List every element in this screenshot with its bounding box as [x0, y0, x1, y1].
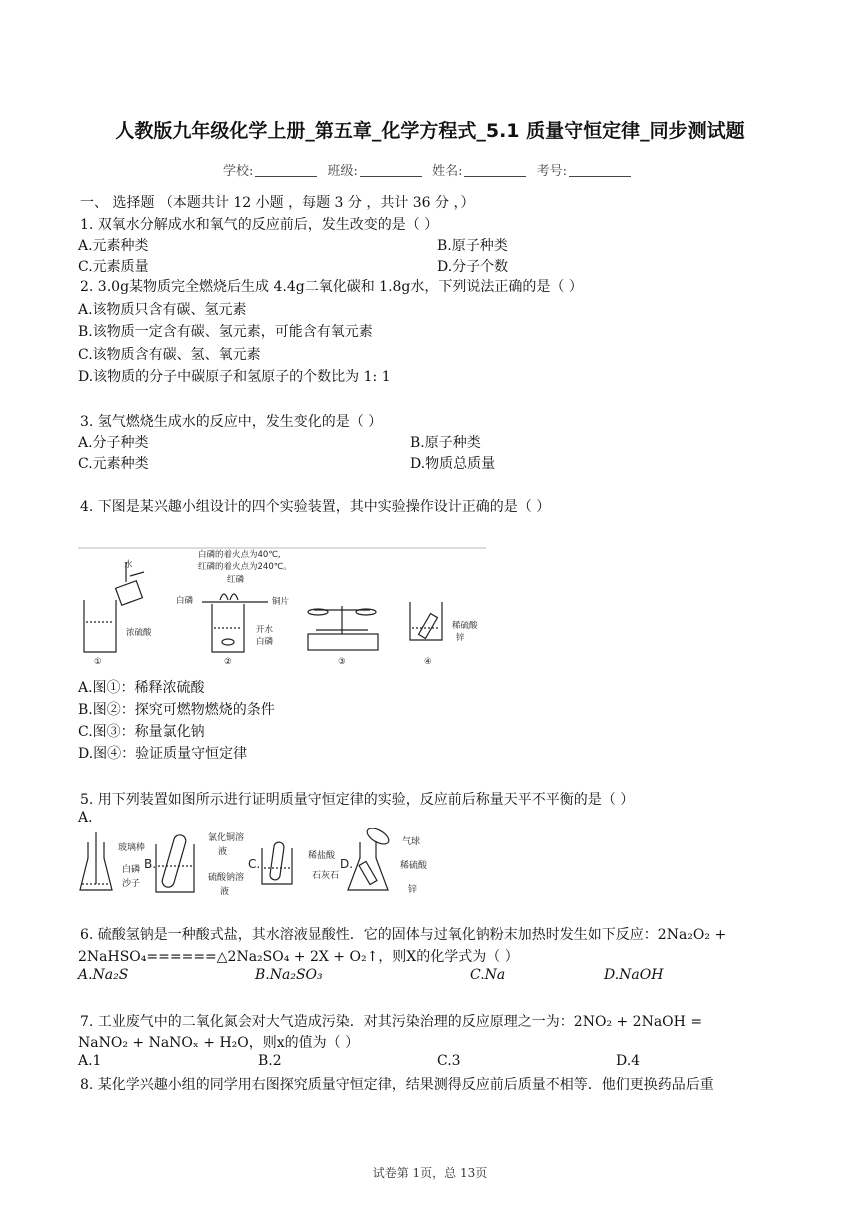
q3-option-b: B.原子种类 — [410, 435, 481, 451]
label-note1: 白磷的着火点为40℃, — [198, 550, 281, 560]
q1-option-a: A.元素种类 — [78, 238, 149, 254]
q4-option-d: D.图④：验证质量守恒定律 — [78, 746, 248, 762]
section-heading: 一、 选择题 （本题共计 12 小题 ，每题 3 分 ，共计 36 分 ，） — [80, 195, 475, 211]
label-limestone: 石灰石 — [312, 871, 340, 881]
q5-stem: 5. 用下列装置如图所示进行证明质量守恒定律的实验，反应前后称量天平不平衡的是（ ） — [80, 792, 635, 808]
apparatus-4 — [410, 602, 442, 640]
label-hot-water: 开水 — [256, 625, 274, 635]
label-conc-acid: 浓硫酸 — [126, 628, 152, 638]
q2-option-d: D.该物质的分子中碳原子和氢原子的个数比为 1: 1 — [78, 369, 391, 385]
label-n4: ④ — [424, 657, 432, 667]
label-dil-acid: 稀硫酸 — [452, 621, 478, 631]
label-d: D. — [340, 857, 354, 871]
q8-stem: 8. 某化学兴趣小组的同学用右图探究质量守恒定律，结果测得反应前后质量不相等．他们更换药品后重 — [80, 1077, 714, 1093]
page-title: 人教版九年级化学上册_第五章_化学方程式_5.1 质量守恒定律_同步测试题 — [115, 120, 745, 142]
q7-stem-line1: 7. 工业废气中的二氧化氮会对大气造成污染．对其污染治理的反应原理之一为：2NO₂ + 2NaOH = — [80, 1014, 703, 1030]
apparatus-3 — [308, 606, 378, 650]
q7-stem-line2: NaNO₂ + NaNOₓ + H₂O，则x的值为（ ） — [78, 1035, 360, 1051]
label-glass-rod: 玻璃棒 — [118, 843, 146, 853]
class-blank — [360, 164, 422, 177]
label-cucl-1: 氯化铜溶 — [208, 833, 245, 843]
q5-option-a-label: A. — [78, 810, 93, 826]
label-na-1: 硫酸钠溶 — [208, 873, 245, 883]
q6-stem-line1: 6. 硫酸氢钠是一种酸式盐，其水溶液显酸性．它的固体与过氧化钠粉末加热时发生如下反应：2Na₂O₂ + — [80, 927, 727, 943]
q5-apparatus-figure — [78, 828, 448, 900]
page-footer: 试卷第 1页，总 13页 — [372, 1166, 488, 1180]
q6-option-b: B.Na₂SO₃ — [255, 967, 323, 983]
label-water: 水 — [124, 560, 133, 570]
label-note2: 红磷的着火点为240℃。 — [198, 562, 292, 572]
q2-option-a: A.该物质只含有碳、氢元素 — [78, 302, 247, 318]
label-b: B. — [144, 857, 157, 871]
class-label: 班级: — [327, 164, 358, 179]
student-info-line — [0, 160, 860, 179]
school-blank — [255, 164, 317, 177]
q1-stem: 1. 双氧水分解成水和氧气的反应前后，发生改变的是（ ） — [80, 217, 439, 233]
q4-apparatus-figure — [78, 540, 490, 670]
label-na-2: 液 — [220, 887, 230, 897]
q3-option-c: C.元素种类 — [78, 456, 149, 472]
label-n3: ③ — [338, 657, 346, 667]
label-c: C. — [248, 857, 261, 871]
q6-stem-line2: 2NaHSO₄======△2Na₂SO₄ + 2X + O₂↑，则X的化学式为（ ） — [78, 949, 519, 965]
q2-stem: 2. 3.0g某物质完全燃烧后生成 4.4g二氧化碳和 1.8g水，下列说法正确的是（ ） — [80, 279, 583, 295]
q6-option-d: D.NaOH — [604, 967, 664, 983]
q4-stem: 4. 下图是某兴趣小组设计的四个实验装置，其中实验操作设计正确的是（ ） — [80, 499, 551, 515]
q6-option-a: A.Na₂S — [78, 967, 129, 983]
q6-option-c: C.Na — [470, 967, 506, 983]
q7-option-d: D.4 — [616, 1053, 641, 1069]
q7-option-c: C.3 — [437, 1053, 461, 1069]
name-label: 姓名: — [432, 164, 463, 179]
label-white-p: 白磷 — [122, 865, 141, 875]
label-zinc: 锌 — [408, 885, 418, 895]
label-white-p2: 白磷 — [256, 637, 274, 647]
number-label: 考号: — [536, 164, 567, 179]
q3-stem: 3. 氢气燃烧生成水的反应中，发生变化的是（ ） — [80, 414, 383, 430]
setup-b — [156, 833, 194, 892]
apparatus-1 — [84, 562, 144, 652]
label-dil-acid: 稀硫酸 — [400, 861, 428, 871]
q1-option-b: B.原子种类 — [437, 238, 508, 254]
q2-option-b: B.该物质一定含有碳、氢元素，可能含有氧元素 — [78, 324, 373, 340]
label-white-p: 白磷 — [176, 596, 194, 606]
school-label: 学校: — [223, 164, 254, 179]
q4-option-b: B.图②：探究可燃物燃烧的条件 — [78, 702, 275, 718]
q7-option-b: B.2 — [258, 1053, 282, 1069]
name-blank — [464, 164, 526, 177]
label-zinc: 锌 — [456, 633, 465, 643]
setup-c — [262, 841, 292, 884]
label-red-p: 红磷 — [227, 575, 245, 585]
q1-option-c: C.元素质量 — [78, 259, 149, 275]
label-sand: 沙子 — [122, 879, 141, 889]
label-balloon: 气球 — [402, 837, 421, 847]
q4-option-a: A.图①：稀释浓硫酸 — [78, 680, 205, 696]
label-hcl: 稀盐酸 — [308, 851, 336, 861]
q2-option-c: C.该物质含有碳、氢、氧元素 — [78, 347, 261, 363]
label-cucl-2: 液 — [218, 847, 228, 857]
number-blank — [569, 164, 631, 177]
q4-option-c: C.图③：称量氯化钠 — [78, 724, 205, 740]
label-n1: ① — [94, 657, 102, 667]
setup-a — [80, 832, 112, 890]
label-n2: ② — [224, 657, 232, 667]
q3-option-a: A.分子种类 — [78, 435, 149, 451]
setup-d — [348, 828, 391, 890]
q3-option-d: D.物质总质量 — [410, 456, 496, 472]
label-copper: 铜片 — [272, 597, 290, 607]
q7-option-a: A.1 — [78, 1053, 102, 1069]
q1-option-d: D.分子个数 — [437, 259, 509, 275]
